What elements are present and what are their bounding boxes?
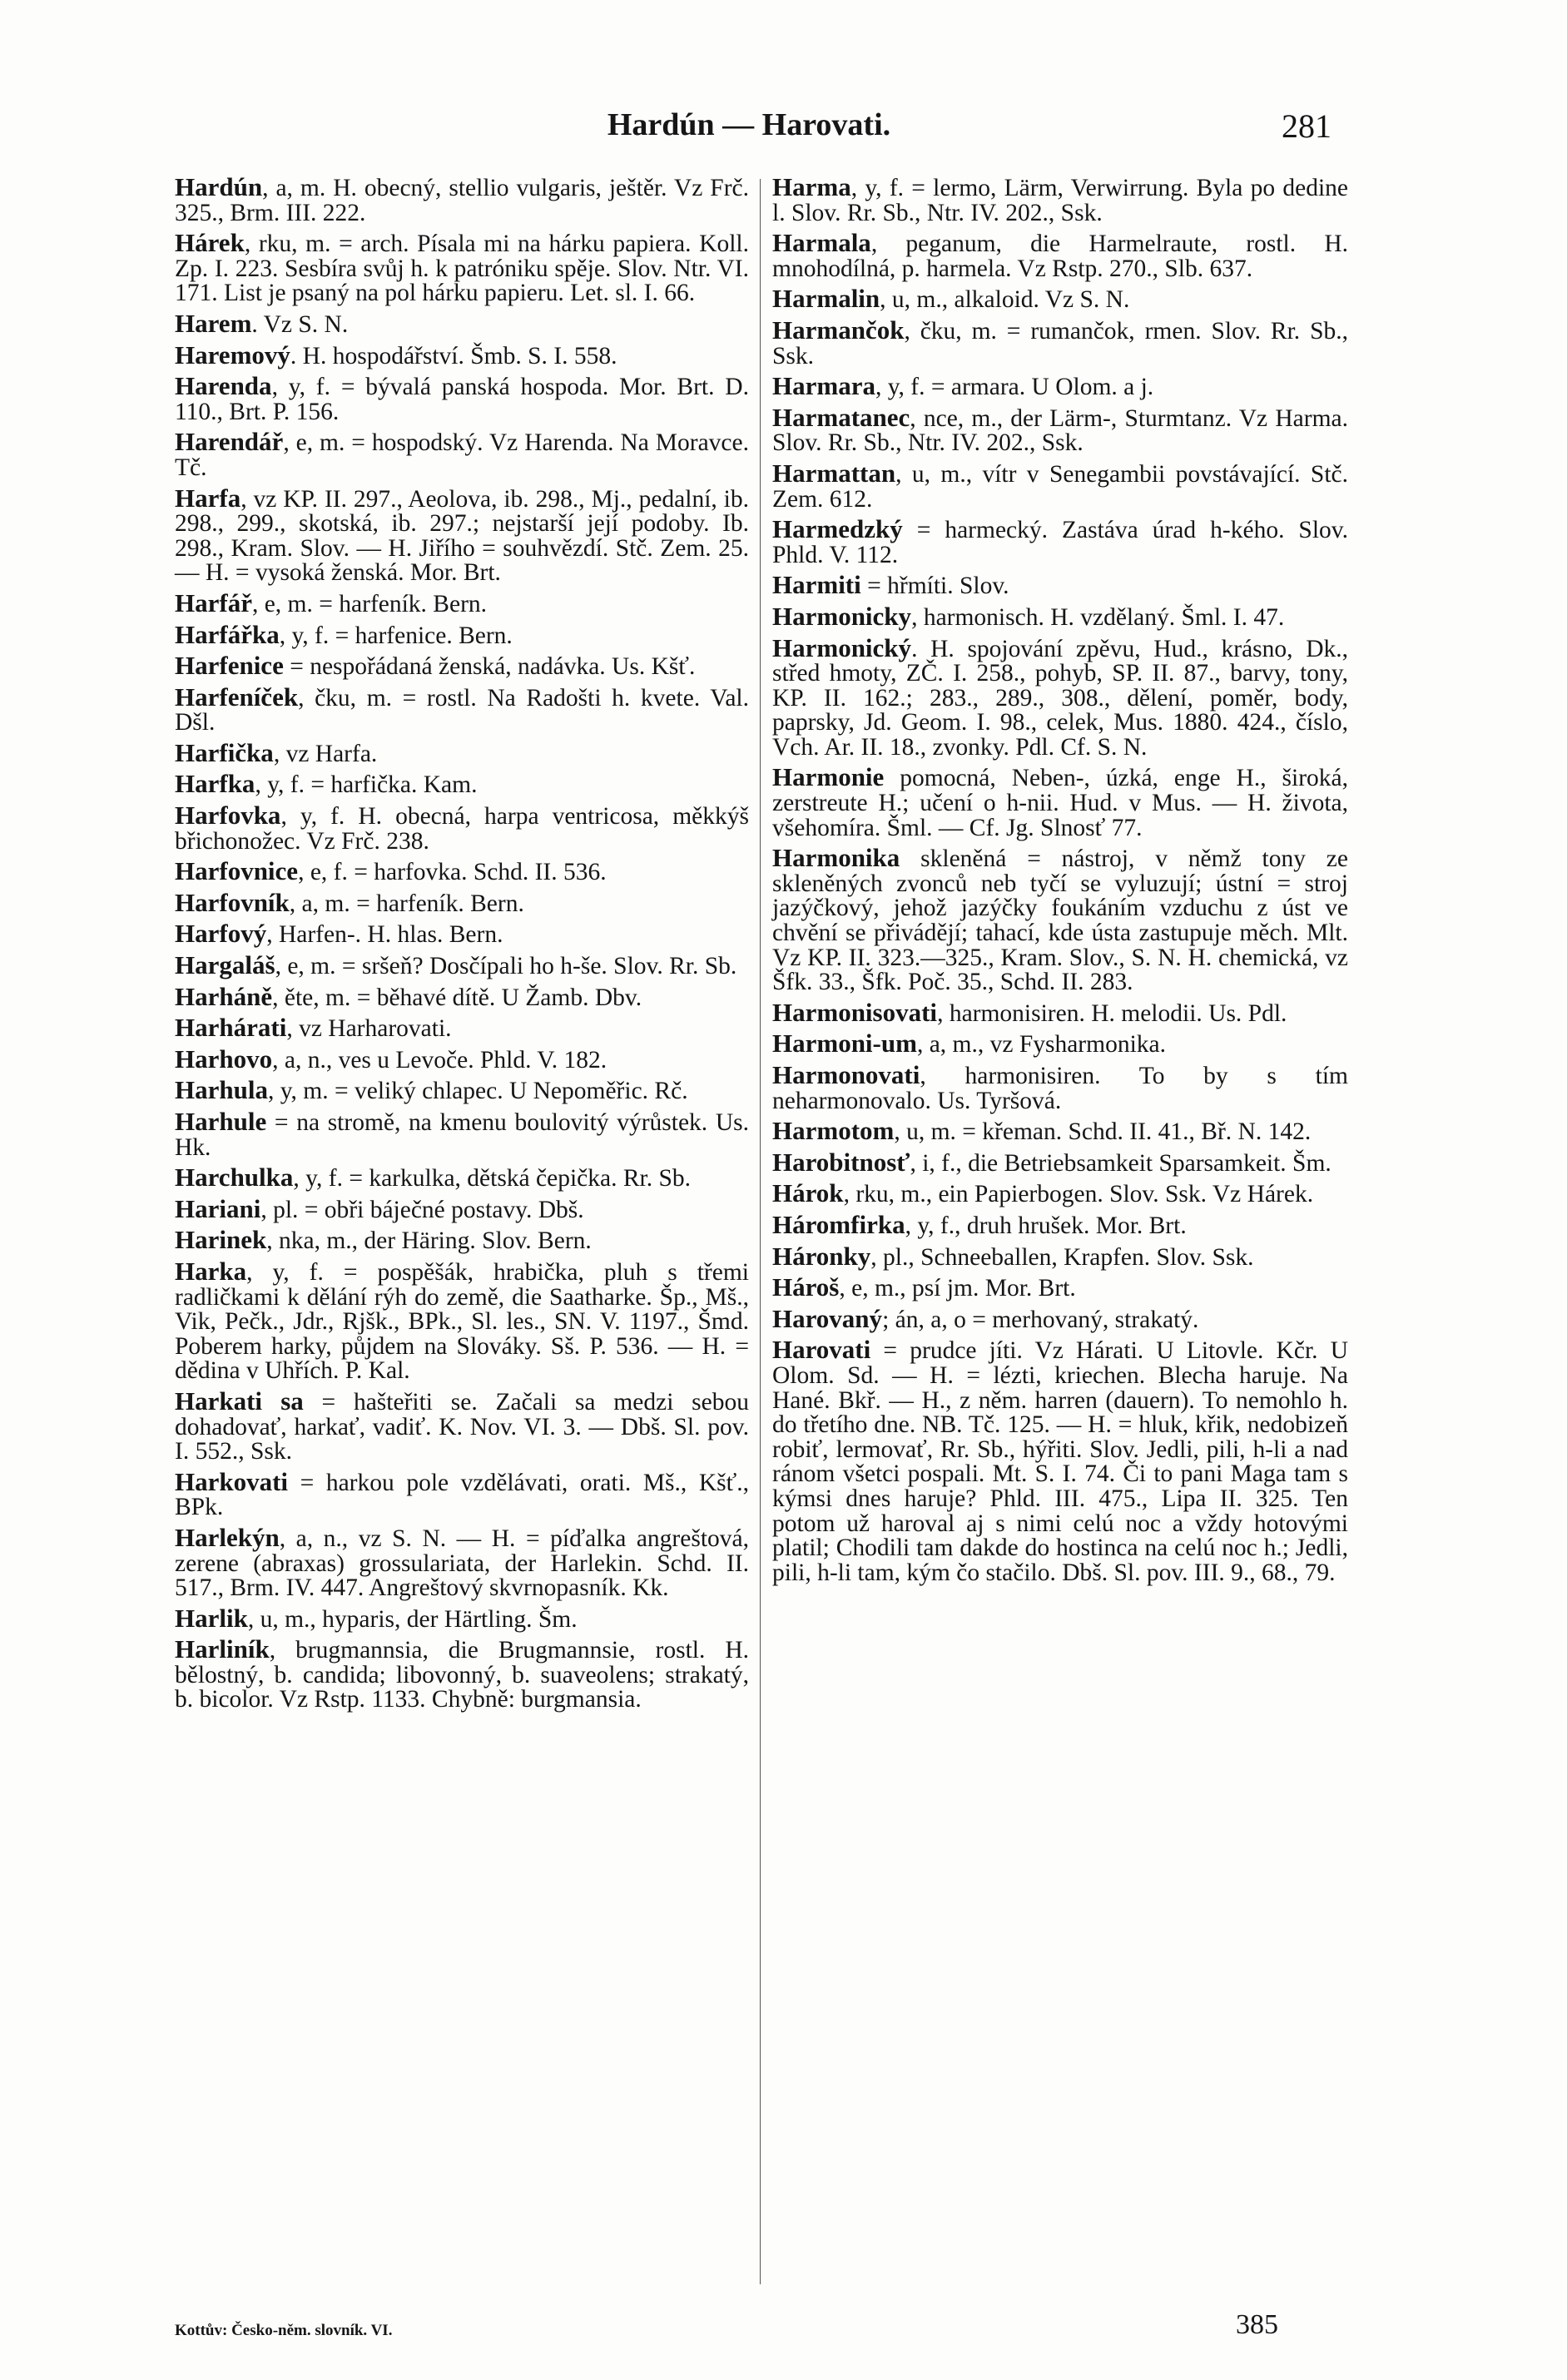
dictionary-entry (175, 1256, 749, 1385)
dictionary-entry (175, 950, 749, 980)
entry-headword: Harka (175, 1256, 247, 1286)
entry-definition: , y, f. = lermo, Lärm, Verwirrung. Byla po dedine l. Slov. Rr. Sb., Ntr. IV. 202., Ssk. (772, 175, 1348, 226)
dictionary-entry (175, 1015, 749, 1042)
entry-headword: Háronky (772, 1241, 871, 1271)
entry-headword: Harfářka (175, 619, 280, 649)
dictionary-entry (772, 402, 1348, 457)
entry-definition: , brugmannsia, die Brugmannsie, rostl. H. bělostný, b. candida; libovonný, b. suaveolens; strakatý, b. bicolor. Vz Rstp. 1133. Chybně: burgmansia. (175, 1637, 749, 1713)
entry-headword: Harmara (772, 371, 875, 401)
entry-definition: pomocná, Neben-, úzká, enge H., široká, zerstreute H.; učení o h-nii. Hud. v Mus. — H. života, všehomíra. Šml. — Cf. Jg. Slnosť 77. (772, 765, 1348, 841)
dictionary-entry (772, 1118, 1348, 1145)
dictionary-entry (772, 1178, 1348, 1208)
entry-headword: Harmattan (772, 458, 896, 488)
footer-signature: Kottův: Česko-něm. slovník. VI. (175, 2322, 393, 2339)
entry-definition: , vz KP. II. 297., Aeolova, ib. 298., Mj., pedalní, ib. 298., 299., skotská, ib. 297.; nejstarší její podoby. Ib. 298., Kram. Slov. — H. Jiřího = souhvězdí. Stč. Zem. 25. — H. = vysoká ženská. Mor. Brt. (175, 485, 749, 587)
entry-definition: , peganum, die Harmelraute, rostl. H. mnohodílná, p. harmela. Vz Rstp. 270., Slb. 637. (772, 231, 1348, 282)
entry-headword: Harliník (175, 1634, 270, 1664)
entry-headword: Harmonie (772, 762, 885, 792)
entry-definition: , y, f. = harfenice. Bern. (279, 622, 513, 649)
entry-definition: = na stromě, na kmenu boulovitý výrůstek. Us. Hk. (175, 1109, 749, 1161)
entry-headword: Hárek (175, 228, 245, 258)
dictionary-entry (175, 1227, 749, 1254)
entry-definition: , harmonisch. H. vzdělaný. Šml. I. 47. (911, 603, 1285, 631)
entry-headword: Harfenice (175, 651, 284, 681)
entry-definition: ; án, a, o = merhovaný, strakatý. (882, 1306, 1199, 1333)
dictionary-entry (772, 458, 1348, 513)
entry-headword: Harmonický (772, 632, 912, 662)
entry-headword: Harfovka (175, 801, 281, 831)
entry-headword: Harfový (175, 919, 267, 949)
entry-headword: Hardún (175, 172, 263, 201)
dictionary-entry (175, 981, 749, 1011)
entry-headword: Harhárati (175, 1013, 287, 1043)
entry-headword: Harfář (175, 588, 252, 617)
dictionary-entry (175, 682, 749, 736)
entry-definition: , a, n., ves u Levoče. Phld. V. 182. (272, 1046, 607, 1073)
dictionary-entry (772, 1209, 1348, 1239)
entry-headword: Harovaný (772, 1303, 883, 1333)
entry-headword: Harchulka (175, 1163, 294, 1192)
dictionary-entry (175, 653, 749, 680)
dictionary-entry (772, 1031, 1348, 1058)
entry-definition: , rku, m. = arch. Písala mi na hárku papiera. Koll. Zp. I. 223. Sesbíra svůj h. k patróniku spěje. Slov. Ntr. VI. 171. List je psaný na pol hárku papieru. Let. sl. I. 66. (175, 231, 749, 307)
entry-headword: Harenda (175, 371, 272, 401)
entry-definition: , u, m., hyparis, der Härtling. Šm. (247, 1605, 578, 1633)
entry-headword: Harkovati (175, 1466, 289, 1496)
entry-definition: , u, m. = křeman. Schd. II. 41., Bř. N. 142. (894, 1118, 1312, 1146)
entry-headword: Harem (175, 308, 252, 338)
dictionary-entry (175, 228, 749, 307)
entry-definition: , u, m., alkaloid. Vz S. N. (880, 286, 1130, 314)
entry-definition: = harmecký. Zastáva úrad h-kého. Slov. Phld. V. 112. (772, 517, 1348, 568)
dictionary-entry (175, 771, 749, 798)
entry-headword: Harfička (175, 737, 274, 767)
entry-headword: Harmoni-um (772, 1029, 917, 1059)
dictionary-entry (772, 1241, 1348, 1271)
entry-headword: Hargaláš (175, 950, 275, 980)
entry-headword: Harmonika (772, 843, 900, 873)
entry-definition: = nespořádaná ženská, nadávka. Us. Kšť. (283, 653, 696, 681)
entry-definition: , a, m. = harfeník. Bern. (289, 890, 524, 917)
column-divider (760, 179, 761, 2284)
entry-headword: Harhula (175, 1075, 268, 1105)
entry-definition: , vz Harfa. (273, 740, 378, 767)
entry-definition: , y, f., druh hrušek. Mor. Brt. (905, 1212, 1187, 1239)
entry-headword: Harlekýn (175, 1522, 280, 1552)
entry-headword: Harmonicky (772, 601, 912, 631)
dictionary-entry (175, 371, 749, 425)
entry-headword: Harmala (772, 228, 871, 258)
dictionary-entry (175, 1603, 749, 1633)
entry-definition: , harmonisiren. To by s tím neharmonovalo. Us. Tyršová. (772, 1063, 1348, 1114)
dictionary-entry (175, 483, 749, 587)
dictionary-entry (175, 887, 749, 917)
dictionary-entry (772, 1147, 1348, 1177)
dictionary-entry (175, 1075, 749, 1105)
dictionary-entry (772, 1060, 1348, 1114)
dictionary-entry (772, 1272, 1348, 1302)
entry-headword: Harmatanec (772, 402, 910, 432)
dictionary-entry (175, 1193, 749, 1223)
dictionary-entry (772, 1337, 1348, 1585)
dictionary-entry (175, 856, 749, 886)
dictionary-entry (772, 371, 1348, 401)
entry-headword: Harmalin (772, 284, 880, 314)
dictionary-entry (175, 1165, 749, 1192)
entry-definition: , y, f. = pospěšák, hrabička, pluh s třemi radličkami k dělání rýh do země, die Saatharke. Šp., Mš., Vik, Pečk., Jdr., Rjšk., BPk., Sl. les., SN. V. 1197., Šmd. Poberem harky, půjdem na Slováky. Sš. P. 536. — H. = dědina v Uhřích. P. Kal. (175, 1258, 749, 1385)
dictionary-entry (772, 228, 1348, 282)
entry-headword: Harma (772, 172, 851, 201)
dictionary-entry (175, 429, 749, 480)
entry-headword: Harlik (175, 1603, 248, 1633)
dictionary-entry (772, 845, 1348, 995)
entry-definition: , vz Harharovati. (286, 1015, 452, 1043)
entry-definition: , u, m., vítr v Senegambii povstávající. Stč. Zem. 612. (772, 460, 1348, 513)
footer-sheet-number: 385 (1236, 2309, 1278, 2340)
dictionary-entry (175, 172, 749, 226)
entry-definition: , y, f. = armara. U Olom. a j. (875, 374, 1154, 401)
entry-definition: , e, m. = sršeň? Dosčípali ho h-še. Slov. Rr. Sb. (275, 953, 737, 980)
page-number: 281 (1282, 107, 1331, 145)
running-head: Hardún — Harovati. (607, 107, 891, 142)
entry-definition: , nka, m., der Häring. Slov. Bern. (266, 1227, 592, 1255)
entry-definition: , y, f. = karkulka, dětská čepička. Rr. Sb. (293, 1165, 691, 1192)
entry-headword: Harfovnice (175, 856, 299, 886)
dictionary-entry (175, 1466, 749, 1521)
entry-definition: , e, m. = harfeník. Bern. (251, 590, 488, 617)
entry-definition: , ěte, m. = běhavé dítě. U Žamb. Dbv. (272, 984, 642, 1011)
right-column (772, 172, 1348, 1590)
entry-definition: . Vz S. N. (251, 310, 349, 338)
entry-definition: , a, m. H. obecný, stellio vulgaris, ještěr. Vz Frč. 325., Brm. III. 222. (175, 175, 749, 226)
entry-definition: , čku, m. = rumančok, rmen. Slov. Rr. Sb., Ssk. (772, 317, 1348, 369)
entry-headword: Harmonovati (772, 1060, 920, 1089)
dictionary-entry (175, 1044, 749, 1073)
entry-definition: , y, f. H. obecná, harpa ventricosa, měkkýš břichonožec. Vz Frč. 238. (175, 803, 749, 855)
dictionary-entry (772, 315, 1348, 369)
entry-definition: , i, f., die Betriebsamkeit Sparsamkeit. Šm. (910, 1149, 1331, 1177)
dictionary-entry (175, 921, 749, 948)
entry-definition: , Harfen-. H. hlas. Bern. (266, 921, 503, 949)
dictionary-entry (772, 514, 1348, 568)
entry-definition: = prudce jíti. Vz Hárati. U Litovle. Kčr. U Olom. Sd. — H. = lézti, kriechen. Blecha haruje. Na Hané. Bkř. — H., z něm. harren (dauern). To nemohlo h. do třetího dne. NB. Tč. 125. — H. = hluk, křik, nedobizeň robiť, lermovať, Rr. Sb., hýřiti. Slov. Jedli, pili, h-li a nad ránom všetci pospali. Mt. S. I. 74. Či to pani Maga tam s kýmsi dnes haruje? Phld. III. 475., Lipa II. 325. Ten potom už haroval aj s nimi celú noc a vždy hotovými platil; Chodili tam dakde do hostinca na celú noc h.; Jedli, pili, h-li tam, kým čo stačilo. Dbš. Sl. pov. III. 9., 68., 79. (772, 1337, 1348, 1586)
entry-definition: , pl. = obři báječné postavy. Dbš. (260, 1196, 584, 1223)
entry-headword: Harkati sa (175, 1386, 304, 1416)
entry-definition: . H. spojování zpěvu, Hud., krásno, Dk., střed hmoty, ZČ. I. 258., pohyb, SP. II. 87., barvy, tony, KP. II. 162.; 283., 289., 308., dělení, poměr, body, paprsky, Jd. Geom. I. 98., celek, Mus. 1880. 424., číslo, Vch. Ar. II. 18., zvonky. Pdl. Cf. S. N. (772, 635, 1348, 761)
entry-headword: Haremový (175, 340, 290, 369)
dictionary-entry (175, 737, 749, 767)
entry-definition: , e, m. = hospodský. Vz Harenda. Na Moravce. Tč. (175, 429, 749, 481)
dictionary-entry (772, 286, 1348, 313)
entry-headword: Harfeníček (175, 682, 299, 712)
dictionary-entry (772, 570, 1348, 600)
dictionary-entry (175, 1109, 749, 1160)
dictionary-entry (175, 308, 749, 338)
dictionary-entry (175, 1634, 749, 1713)
entry-headword: Harmotom (772, 1116, 895, 1146)
entry-headword: Harfka (175, 769, 255, 799)
entry-headword: Harinek (175, 1225, 267, 1255)
entry-definition: , čku, m. = rostl. Na Radošti h. kvete. Val. Dšl. (175, 684, 749, 736)
dictionary-entry (175, 340, 749, 369)
dictionary-entry (175, 588, 749, 617)
entry-headword: Harmonisovati (772, 997, 938, 1027)
entry-headword: Harendář (175, 427, 284, 457)
left-column (175, 172, 749, 1718)
entry-definition: , e, m., psí jm. Mor. Brt. (839, 1275, 1076, 1302)
dictionary-entry (772, 172, 1348, 226)
entry-definition: , y, m. = veliký chlapec. U Nepoměřic. Rč. (267, 1078, 688, 1105)
entry-definition: , a, m., vz Fysharmonika. (916, 1031, 1166, 1059)
entry-headword: Harmiti (772, 570, 861, 600)
entry-headword: Harhule (175, 1107, 267, 1136)
entry-headword: Háromfirka (772, 1209, 905, 1239)
dictionary-entry (772, 1303, 1348, 1333)
entry-headword: Harháně (175, 981, 273, 1011)
entry-definition: . H. hospodářství. Šmb. S. I. 558. (290, 342, 617, 369)
dictionary-entry (175, 1522, 749, 1602)
entry-headword: Harhovo (175, 1044, 273, 1073)
entry-headword: Harovati (772, 1335, 871, 1365)
entry-definition: , pl., Schneeballen, Krapfen. Slov. Ssk. (870, 1243, 1254, 1271)
entry-definition: , e, f. = harfovka. Schd. II. 536. (298, 859, 607, 886)
dictionary-entry (772, 997, 1348, 1027)
dictionary-entry (175, 1386, 749, 1465)
entry-definition: , nce, m., der Lärm-, Sturmtanz. Vz Harma. Slov. Rr. Sb., Ntr. IV. 202., Ssk. (772, 404, 1348, 457)
entry-headword: Harfovník (175, 887, 290, 917)
entry-definition: , a, n., vz S. N. — H. = píďalka angreštová, zerene (abraxas) grossulariata, der Harlekin. Schd. II. 517., Brm. IV. 447. Angreštový skvrnopasník. Kk. (175, 1525, 749, 1602)
entry-definition: , harmonisiren. H. melodii. Us. Pdl. (937, 999, 1287, 1027)
entry-headword: Harobitnosť (772, 1147, 910, 1177)
entry-definition: skleněná = nástroj, v němž tony ze skleněných zvonců neb tyčí se vyluzují; ústní = stroj jazýčkový, jehož jazýčky foukáním vzduchu z úst ve chvění se přivádějí; tahací, kde ústa zastupuje měch. Mlt. Vz KP. II. 323.—325., Kram. Slov., S. N. H. chemická, vz Šfk. 33., Šfk. Poč. 35., Schd. II. 283. (772, 845, 1348, 996)
entry-definition: = hřmíti. Slov. (860, 573, 1009, 600)
dictionary-entry (772, 601, 1348, 631)
dictionary-entry (175, 803, 749, 854)
dictionary-entry (175, 619, 749, 649)
entry-headword: Hárok (772, 1178, 844, 1208)
dictionary-entry (772, 632, 1348, 761)
entry-headword: Hariani (175, 1193, 261, 1223)
entry-definition: = harkou pole vzdělávati, orati. Mš., Kšť., BPk. (175, 1469, 749, 1521)
entry-headword: Hároš (772, 1272, 840, 1302)
entry-headword: Harfa (175, 483, 241, 513)
entry-definition: = hašteřiti se. Začali sa medzi sebou dohadovať, harkať, vadiť. K. Nov. VI. 3. — Dbš. Sl. pov. I. 552., Ssk. (175, 1388, 749, 1465)
entry-definition: , y, f. = harfička. Kam. (255, 771, 478, 799)
dictionary-entry (772, 762, 1348, 841)
entry-definition: , y, f. = bývalá panská hospoda. Mor. Brt. D. 110., Brt. P. 156. (175, 374, 749, 425)
entry-definition: , rku, m., ein Papierbogen. Slov. Ssk. Vz Hárek. (843, 1181, 1314, 1208)
entry-headword: Harmedzký (772, 514, 903, 544)
entry-headword: Harmančok (772, 315, 905, 345)
